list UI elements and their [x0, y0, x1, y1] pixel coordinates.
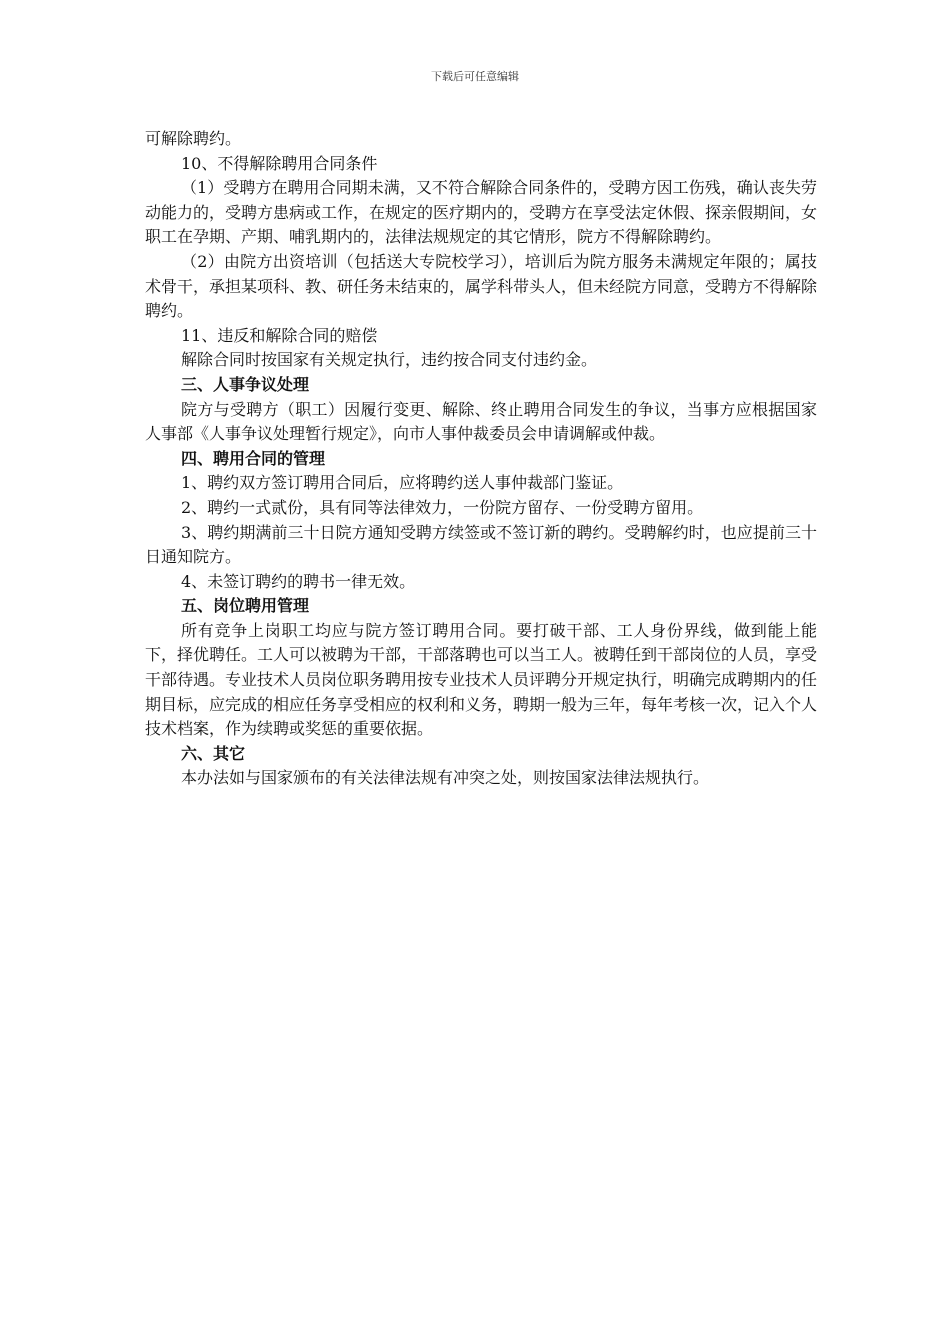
clause-10-title: 10、不得解除聘用合同条件 [181, 153, 378, 173]
section-6-body: 本办法如与国家颁布的有关法律法规有冲突之处，则按国家法律法规执行。 [181, 768, 710, 788]
section-4-item-2: 2、聘约一式贰份，具有同等法律效力，一份院方留存、一份受聘方留用。 [181, 497, 704, 517]
section-5-body: 所有竞争上岗职工均应与院方签订聘用合同。要打破干部、工人身份界线，做到能上能下，择优聘任。工人可以被聘为干部，干部落聘也可以当工人。被聘任到干部岗位的人员，享受干部待遇。专业技术人员岗位职务聘用按专业技术人员评聘分开规定执行，明确完成聘期内的任期目标，应完成的相应任务享受相应的权利和义务，聘期一般为三年，每年考核一次，记入个人技术档案，作为续聘或奖惩的重要依据。 [145, 620, 818, 739]
clause-10-item-2: （2）由院方出资培训（包括送大专院校学习），培训后为院方服务未满规定年限的；属技术骨干，承担某项科、教、研任务未结束的，属学科带头人，但未经院方同意，受聘方不得解除聘约。 [145, 251, 818, 321]
clause-11-body: 解除合同时按国家有关规定执行，违约按合同支付违约金。 [181, 350, 598, 370]
section-4-item-1: 1、聘约双方签订聘用合同后，应将聘约送人事仲裁部门鉴证。 [181, 473, 624, 493]
page-header: 下载后可任意编辑 [431, 70, 519, 83]
section-5-heading: 五、岗位聘用管理 [181, 596, 310, 616]
section-4-item-4: 4、未签订聘约的聘书一律无效。 [181, 571, 416, 591]
document-body [145, 127, 817, 791]
paragraph-continuation: 可解除聘约。 [145, 129, 242, 148]
clause-11-title: 11、违反和解除合同的赔偿 [181, 325, 378, 345]
section-4-heading: 四、聘用合同的管理 [181, 448, 326, 468]
section-6-heading: 六、其它 [181, 743, 246, 763]
section-4-item-3: 3、聘约期满前三十日院方通知受聘方续签或不签订新的聘约。受聘解约时，也应提前三十日通知院方。 [145, 522, 817, 567]
section-3-body: 院方与受聘方（职工）因履行变更、解除、终止聘用合同发生的争议，当事方应根据国家人事部《人事争议处理暂行规定》，向市人事仲裁委员会申请调解或仲裁。 [145, 399, 817, 444]
clause-10-item-1: （1）受聘方在聘用合同期未满，又不符合解除合同条件的，受聘方因工伤残，确认丧失劳动能力的，受聘方患病或工作，在规定的医疗期内的，受聘方在享受法定休假、探亲假期间，女职工在孕期、产期、哺乳期内的，法律法规规定的其它情形，院方不得解除聘约。 [145, 178, 818, 247]
section-3-heading: 三、人事争议处理 [181, 374, 310, 394]
